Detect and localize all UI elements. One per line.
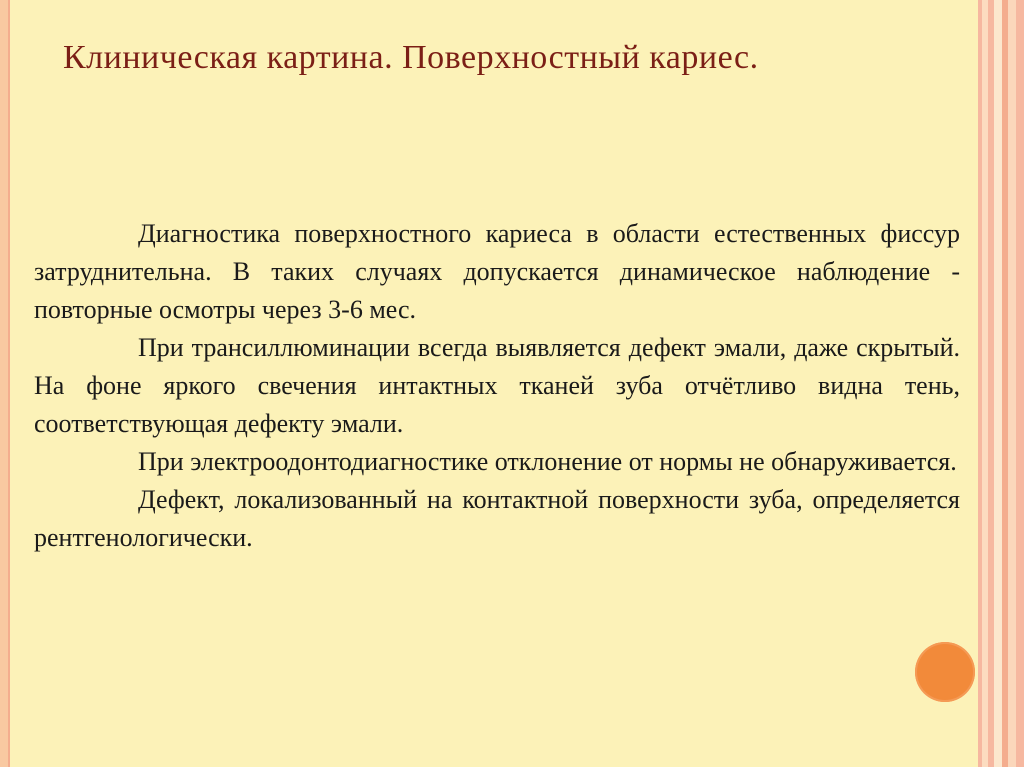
slide-body [34,215,960,557]
paragraph-electroodontodiagnostics: При электроодонтодиагностике отклонение от нормы не обнаруживается. [138,447,957,476]
orange-circle-decoration [915,642,975,702]
right-frame-stripes [978,0,1024,767]
slide-title: Клиническая картина. Поверхностный кариес. [63,39,759,76]
paragraph-radiography: Дефект, локализованный на контактной поверхности зуба, определяется рентгенологически. [34,485,960,552]
paragraph-diagnostics: Диагностика поверхностного кариеса в области естественных фиссур затруднительна. В таких случаях допускается динамическое наблюдение - повторные осмотры через 3-6 мес. [34,219,960,324]
left-frame-border [0,0,10,767]
paragraph-transillumination: При трансиллюминации всегда выявляется дефект эмали, даже скрытый. На фоне яркого свечения интактных тканей зуба отчётливо видна тень, соответствующая дефекту эмали. [34,333,960,438]
